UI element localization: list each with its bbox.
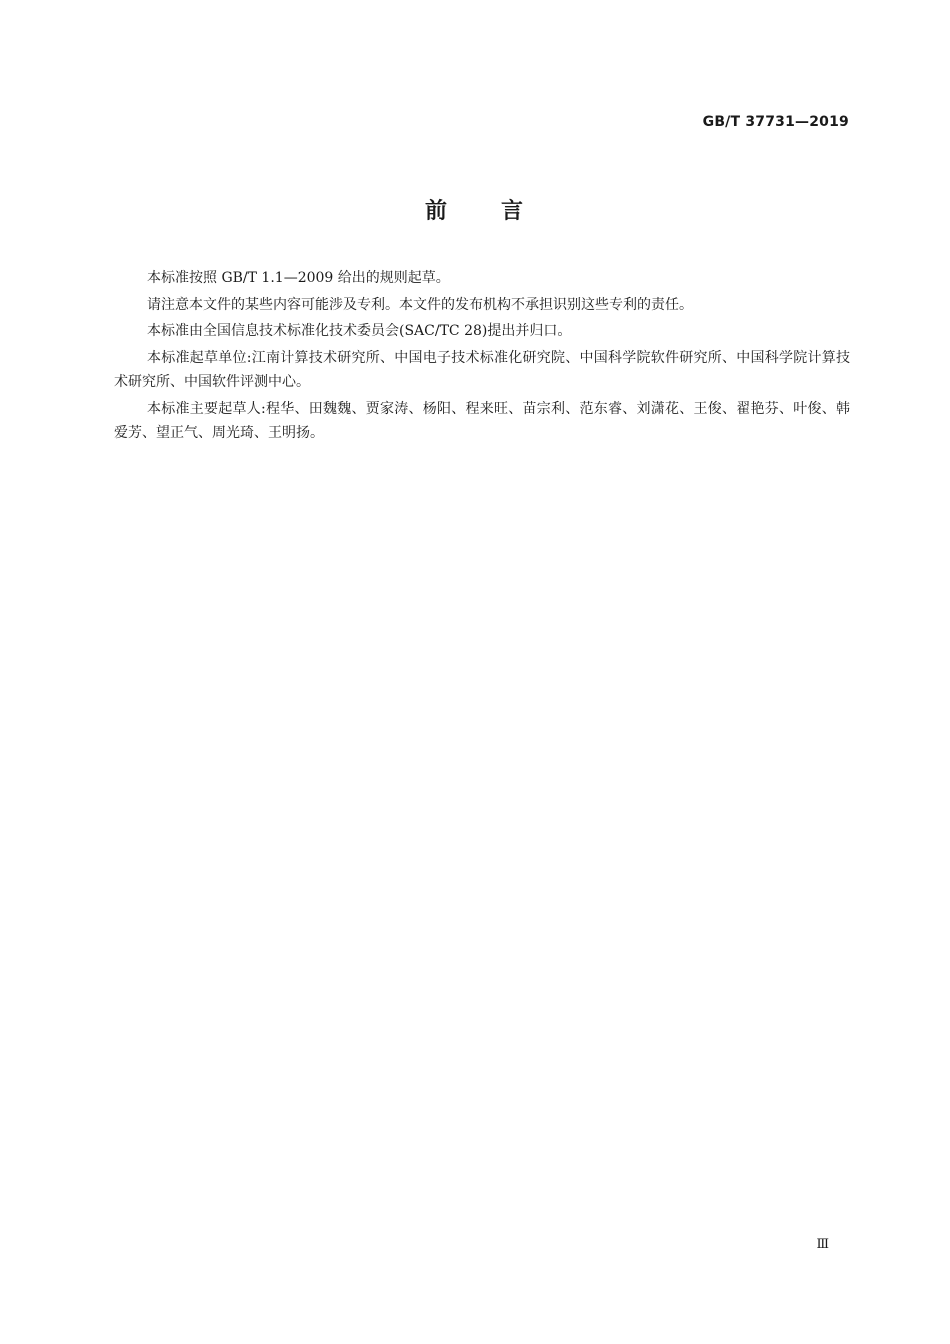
foreword-body: [114, 266, 850, 448]
paragraph-drafters: 本标准主要起草人:程华、田魏魏、贾家涛、杨阳、程来旺、苗宗利、范东睿、刘潇花、王俊、翟艳芬、叶俊、韩爱芳、望正气、周光琦、王明扬。: [114, 400, 850, 441]
title-char-1: 前: [424, 199, 449, 224]
title-char-2: 言: [501, 199, 526, 224]
paragraph-drafting-rules: 本标准按照 GB/T 1.1—2009 给出的规则起草。: [147, 270, 450, 286]
paragraph-drafting-organizations: 本标准起草单位:江南计算技术研究所、中国电子技术标准化研究院、中国科学院软件研究所、中国科学院计算技术研究所、中国软件评测中心。: [114, 349, 850, 390]
standard-code: GB/T 37731—2019: [702, 114, 849, 130]
page-number: Ⅲ: [816, 1237, 829, 1252]
page-title: [0, 194, 950, 225]
paragraph-patent-notice: 请注意本文件的某些内容可能涉及专利。本文件的发布机构不承担识别这些专利的责任。: [147, 296, 693, 313]
paragraph-proposer: 本标准由全国信息技术标准化技术委员会(SAC/TC 28)提出并归口。: [147, 323, 572, 339]
